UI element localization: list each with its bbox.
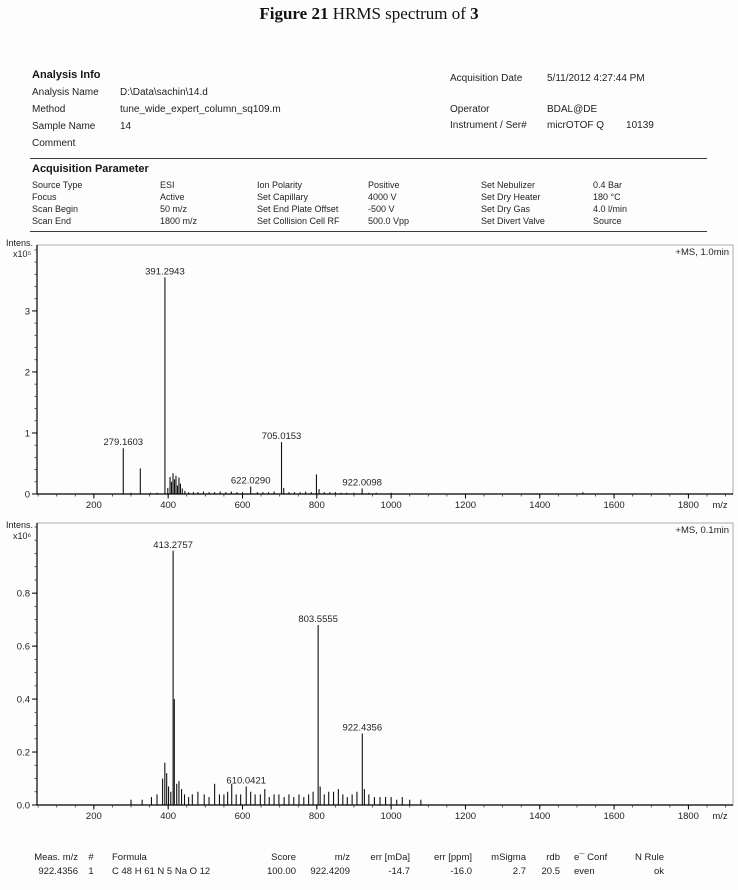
svg-text:1600: 1600	[603, 500, 625, 511]
analysis-info-heading: Analysis Info	[32, 69, 101, 81]
acq-param-row-3	[32, 204, 722, 214]
param-label: Set End Plate Offset	[257, 204, 339, 214]
compound-number: 3	[470, 4, 479, 23]
svg-text:800: 800	[308, 811, 325, 822]
col-header-err-ppm: err [ppm]	[433, 852, 472, 863]
param-label: Scan End	[32, 216, 72, 226]
col-header-econf: e¯ Conf	[574, 852, 608, 863]
comment-row	[32, 138, 120, 149]
svg-text:400: 400	[160, 811, 177, 822]
col-header-score: Score	[271, 852, 296, 863]
svg-text:2: 2	[24, 367, 30, 379]
svg-text:0: 0	[24, 489, 30, 501]
param-value: 4000 V	[368, 192, 397, 202]
col-header-mz: m/z	[334, 852, 350, 863]
svg-text:1000: 1000	[380, 500, 402, 511]
cell-mz: 922.4209	[310, 866, 350, 877]
result-table-data-row	[28, 866, 664, 877]
svg-text:1: 1	[24, 428, 30, 440]
param-label: Set Collision Cell RF	[257, 216, 340, 226]
param-label: Source Type	[32, 180, 83, 190]
cell-nrule: ok	[653, 866, 664, 877]
instrument-row	[450, 120, 654, 131]
param-label: Focus	[32, 192, 57, 202]
instrument-label: Instrument / Ser#	[450, 120, 527, 131]
svg-text:391.2943: 391.2943	[145, 266, 185, 278]
param-value: 0.4 Bar	[593, 180, 623, 190]
svg-text:600: 600	[234, 811, 251, 822]
svg-text:m/z: m/z	[712, 500, 728, 511]
param-label: Set Divert Valve	[481, 216, 545, 226]
svg-text:1600: 1600	[603, 811, 625, 822]
svg-text:0.8: 0.8	[16, 588, 30, 600]
ms-spectrum-bottom	[0, 520, 738, 830]
svg-text:+MS, 1.0min: +MS, 1.0min	[675, 247, 729, 258]
svg-text:922.0098: 922.0098	[342, 477, 382, 489]
cell-meas-mz: 922.4356	[38, 866, 78, 877]
sample-name-value: 14	[120, 121, 132, 132]
figure-title	[0, 4, 738, 24]
col-header-nrule: N Rule	[634, 852, 664, 863]
svg-text:0.0: 0.0	[16, 800, 30, 812]
param-label: Set Dry Heater	[481, 192, 541, 202]
svg-text:0.6: 0.6	[16, 641, 30, 653]
cell-score: 100.00	[266, 866, 296, 877]
param-value: 500.0 Vpp	[368, 216, 410, 226]
param-value: 50 m/z	[160, 204, 188, 214]
svg-text:1400: 1400	[529, 500, 551, 511]
method-label: Method	[32, 104, 66, 115]
svg-text:3: 3	[24, 306, 30, 318]
method-value: tune_wide_expert_column_sq109.m	[120, 104, 281, 115]
cell-err-mda: -14.7	[388, 866, 410, 877]
method-row	[32, 104, 281, 115]
param-value: Positive	[368, 180, 400, 190]
svg-text:803.5555: 803.5555	[298, 613, 338, 625]
operator-label: Operator	[450, 104, 490, 115]
col-header-number: #	[88, 852, 94, 863]
svg-text:922.4356: 922.4356	[342, 722, 383, 734]
cell-msigma: 2.7	[512, 866, 526, 877]
col-header-rdb: rdb	[546, 852, 560, 863]
svg-text:1800: 1800	[677, 811, 699, 822]
param-value: 180 °C	[593, 192, 621, 202]
param-label: Set Dry Gas	[481, 204, 531, 214]
acquisition-date-row	[450, 73, 645, 84]
figure-caption-text: HRMS spectrum of	[328, 4, 471, 23]
section-divider-bottom	[30, 231, 707, 232]
section-divider-top	[30, 158, 707, 159]
svg-text:800: 800	[308, 500, 325, 511]
operator-row	[450, 104, 597, 115]
svg-text:279.1603: 279.1603	[103, 437, 144, 449]
svg-text:0.4: 0.4	[16, 694, 30, 706]
svg-text:0.2: 0.2	[16, 747, 30, 759]
intensity-scale-top: x10⁵	[13, 249, 32, 259]
param-value: Active	[160, 192, 185, 202]
svg-text:610.0421: 610.0421	[226, 775, 267, 787]
svg-text:200: 200	[85, 500, 102, 511]
param-label: Set Capillary	[257, 192, 309, 202]
param-value: Source	[593, 216, 622, 226]
svg-text:m/z: m/z	[712, 811, 728, 822]
svg-text:1200: 1200	[454, 500, 477, 511]
param-value: 1800 m/z	[160, 216, 198, 226]
svg-text:413.2757: 413.2757	[153, 539, 193, 551]
acq-param-row-2	[32, 192, 722, 202]
svg-text:600: 600	[234, 500, 251, 511]
instrument-value: micrOTOF Q	[547, 120, 605, 131]
svg-text:1200: 1200	[454, 811, 477, 822]
acquisition-date-value: 5/11/2012 4:27:44 PM	[547, 73, 645, 84]
analysis-name-value: D:\Data\sachin\14.d	[120, 87, 208, 98]
svg-text:200: 200	[85, 811, 102, 822]
cell-econf: even	[574, 866, 595, 877]
col-header-err-mda: err [mDa]	[370, 852, 410, 863]
figure-number: Figure 21	[259, 4, 329, 23]
sample-name-row	[32, 121, 131, 132]
svg-text:400: 400	[160, 500, 177, 511]
svg-text:1400: 1400	[529, 811, 551, 822]
comment-label: Comment	[32, 138, 76, 149]
instrument-serial: 10139	[626, 120, 654, 131]
sample-name-label: Sample Name	[32, 121, 96, 132]
col-header-formula: Formula	[112, 852, 147, 863]
svg-text:705.0153: 705.0153	[261, 431, 302, 443]
intensity-axis-label-top: Intens.	[6, 238, 34, 248]
cell-number: 1	[88, 866, 94, 877]
cell-rdb: 20.5	[541, 866, 560, 877]
param-label: Set Nebulizer	[481, 180, 536, 190]
svg-text:622.0290: 622.0290	[230, 475, 271, 487]
col-header-meas-mz: Meas. m/z	[34, 852, 78, 863]
svg-text:+MS, 0.1min: +MS, 0.1min	[675, 525, 729, 536]
analysis-name-row	[32, 87, 208, 98]
param-value: -500 V	[368, 204, 395, 214]
param-label: Scan Begin	[32, 204, 79, 214]
operator-value: BDAL@DE	[547, 104, 598, 115]
svg-text:1000: 1000	[380, 811, 402, 822]
cell-formula: C 48 H 61 N 5 Na O 12	[112, 866, 211, 877]
intensity-scale-bottom: x10⁶	[13, 531, 32, 541]
cell-err-ppm: -16.0	[450, 866, 472, 877]
acq-param-row-1	[32, 180, 722, 190]
svg-text:1800: 1800	[677, 500, 699, 511]
param-label: Ion Polarity	[257, 180, 303, 190]
acquisition-parameter-heading: Acquisition Parameter	[32, 163, 149, 175]
result-table-header-row	[28, 852, 664, 863]
analysis-name-label: Analysis Name	[32, 87, 99, 98]
param-value: ESI	[160, 180, 175, 190]
col-header-msigma: mSigma	[491, 852, 526, 863]
acquisition-date-label: Acquisition Date	[450, 73, 523, 84]
ms-spectrum-top	[0, 238, 738, 520]
intensity-axis-label-bottom: Intens.	[6, 520, 34, 530]
acq-param-row-4	[32, 216, 722, 226]
param-value: 4.0 l/min	[593, 204, 628, 214]
